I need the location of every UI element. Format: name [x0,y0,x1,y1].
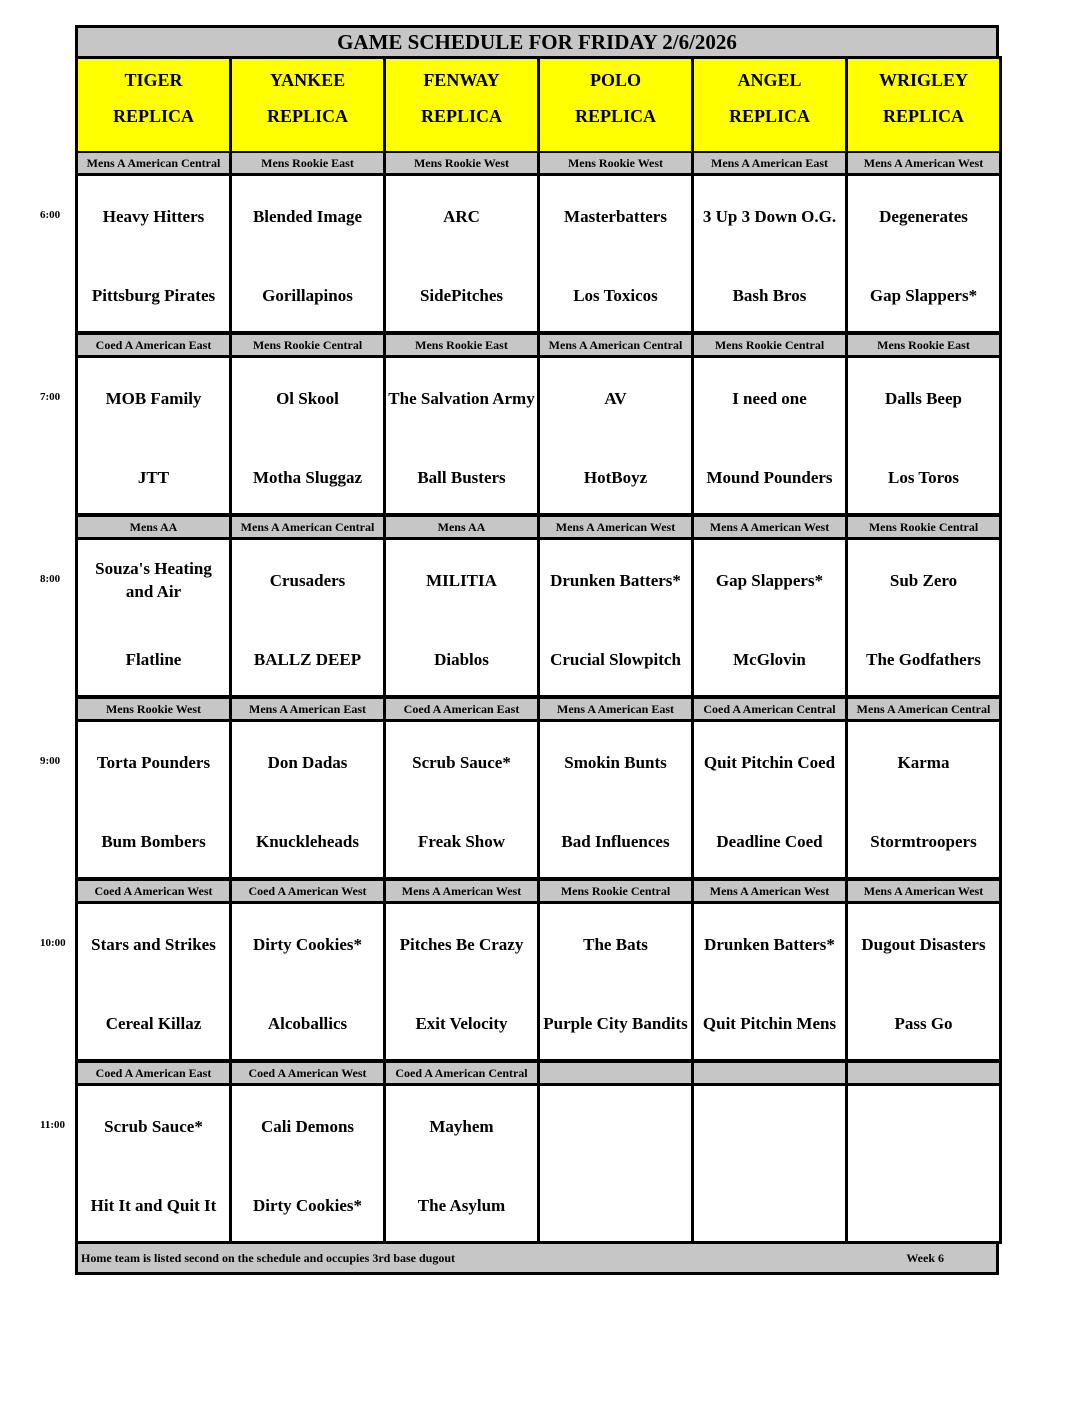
game-cell [691,719,848,880]
away-team: Dirty Cookies* [252,934,363,954]
game-cell [691,1083,848,1244]
home-team: Dirty Cookies* [252,1195,363,1215]
game-cell [229,1083,386,1244]
game-cell [845,173,1002,334]
division-label: Mens A American West [691,879,848,903]
game-cell [537,1083,694,1244]
game-cell [229,719,386,880]
home-team: Crucial Slowpitch [550,649,681,669]
game-cell [229,901,386,1062]
game-cell [691,173,848,334]
game-cell [845,537,1002,698]
time-label: 10:00 [40,937,66,949]
division-label: Coed A American East [75,333,232,357]
home-team: Pass Go [894,1013,953,1033]
away-team: Sub Zero [889,570,958,590]
field-subtitle: REPLICA [728,106,810,126]
away-team: Scrub Sauce* [412,752,511,772]
home-team: The Godfathers [866,649,981,669]
away-team: Blended Image [252,206,363,226]
game-cell [383,901,540,1062]
division-label: Coed A American East [383,697,540,721]
home-team: Gorillapinos [262,285,353,305]
field-name: FENWAY [423,70,500,90]
game-cell [75,1083,232,1244]
away-team: Pitches Be Crazy [399,934,524,954]
home-team: The Asylum [417,1195,506,1215]
time-label: 9:00 [40,755,61,767]
division-label: Mens A American West [691,515,848,539]
division-label: Mens A American West [537,515,694,539]
division-label: Coed A American Central [691,697,848,721]
away-team: Dalls Beep [885,388,962,408]
field-subtitle: REPLICA [574,106,656,126]
home-team: Pittsburg Pirates [91,285,216,305]
game-cell [537,173,694,334]
home-team: Bad Influences [561,831,670,851]
home-team: Motha Sluggaz [252,467,363,487]
home-team: HotBoyz [583,467,648,487]
time-label: 8:00 [40,573,61,585]
away-team: The Bats [583,934,648,954]
game-cell [691,901,848,1062]
game-cell [75,719,232,880]
game-cell [75,537,232,698]
home-team [540,1170,691,1240]
game-cell [691,355,848,516]
away-team: Karma [897,752,950,772]
page-title: GAME SCHEDULE FOR FRIDAY 2/6/2026 [75,25,999,59]
division-label: Coed A American East [75,1061,232,1085]
division-label: Mens A American West [383,879,540,903]
game-cell [75,901,232,1062]
away-team: I need one [732,388,807,408]
home-team: Gap Slappers* [869,285,978,305]
game-cell [691,537,848,698]
division-label: Mens A American East [691,151,848,175]
division-label: Mens Rookie East [229,151,386,175]
division-label: Mens Rookie Central [229,333,386,357]
division-label: Mens Rookie West [537,151,694,175]
away-team: Cali Demons [260,1116,355,1136]
field-subtitle: REPLICA [266,106,348,126]
game-cell [537,355,694,516]
away-team: MOB Family [105,388,202,408]
division-label: Mens A American Central [537,333,694,357]
division-label: Coed A American West [229,1061,386,1085]
away-team: 3 Up 3 Down O.G. [702,206,837,226]
away-team: Degenerates [879,206,968,226]
away-team: Torta Pounders [96,752,211,772]
away-team: Don Dadas [267,752,348,772]
game-cell [383,1083,540,1244]
game-cell [845,1083,1002,1244]
division-label: Mens Rookie Central [845,515,1002,539]
home-team: Knuckleheads [256,831,359,851]
home-team: Alcoballics [267,1013,348,1033]
time-label: 7:00 [40,391,61,403]
away-team: Souza's Heating and Air [95,559,212,601]
time-label: 11:00 [40,1119,66,1131]
division-label: Coed A American West [75,879,232,903]
away-team: Smokin Bunts [564,752,667,772]
division-label: Coed A American Central [383,1061,540,1085]
division-label: Mens AA [75,515,232,539]
game-cell [383,355,540,516]
field-subtitle: REPLICA [112,106,194,126]
away-team: Drunken Batters* [704,934,835,954]
division-label: Mens A American West [845,879,1002,903]
week-label: Week 6 [906,1250,944,1265]
field-name: TIGER [124,70,183,90]
game-cell [75,173,232,334]
division-label: Mens A American East [537,697,694,721]
game-cell [229,173,386,334]
home-team: Flatline [125,649,182,669]
home-team: Bum Bombers [101,831,206,851]
game-cell [229,355,386,516]
division-label: Mens A American Central [75,151,232,175]
footer-bar [75,1241,999,1275]
field-name: ANGEL [737,70,802,90]
home-team: Purple City Bandits [543,1013,688,1033]
game-cell [537,537,694,698]
division-label: Mens A American East [229,697,386,721]
game-cell [537,719,694,880]
away-team: ARC [443,206,480,226]
field-subtitle: REPLICA [882,106,964,126]
game-cell [845,719,1002,880]
division-label: Mens Rookie East [845,333,1002,357]
away-team: Scrub Sauce* [104,1116,203,1136]
home-team: Diablos [434,649,489,669]
home-team: Quit Pitchin Mens [702,1013,837,1033]
home-team: Ball Busters [417,467,506,487]
division-label: Mens AA [383,515,540,539]
game-cell [383,537,540,698]
home-team: Deadline Coed [716,831,823,851]
home-team: McGlovin [733,649,806,669]
division-label: Mens Rookie West [383,151,540,175]
division-label: Mens Rookie East [383,333,540,357]
home-team: Cereal Killaz [105,1013,202,1033]
field-name: YANKEE [269,70,346,90]
away-team [694,1091,845,1161]
game-cell [229,537,386,698]
away-team: The Salvation Army [388,388,535,408]
away-team: Ol Skool [276,388,339,408]
field-name: WRIGLEY [878,70,968,90]
time-label: 6:00 [40,209,61,221]
game-cell [383,719,540,880]
division-label: Mens A American Central [845,697,1002,721]
division-label: Mens A American West [845,151,1002,175]
field-name: POLO [589,70,641,90]
game-cell [845,901,1002,1062]
home-team: Exit Velocity [415,1013,508,1033]
away-team: AV [604,388,627,408]
home-team: Mound Pounders [706,467,833,487]
division-label [537,1061,694,1085]
away-team: Crusaders [269,570,346,590]
home-team [848,1170,999,1240]
away-team: MILITIA [426,570,497,590]
away-team: Stars and Strikes [91,934,216,954]
away-team: Masterbatters [564,206,667,226]
division-label: Mens Rookie Central [537,879,694,903]
game-cell [845,355,1002,516]
footer-note: Home team is listed second on the schedule and occupies 3rd base dugout [81,1250,456,1265]
away-team: Dugout Disasters [861,934,986,954]
home-team: Los Toros [887,467,960,487]
away-team: Drunken Batters* [550,570,681,590]
schedule-table [75,25,999,1275]
home-team: SidePitches [419,285,504,305]
away-team [540,1091,691,1161]
away-team: Gap Slappers* [715,570,824,590]
home-team: Freak Show [417,831,506,851]
home-team: Hit It and Quit It [90,1195,217,1215]
field-subtitle: REPLICA [420,106,502,126]
home-team: JTT [137,467,170,487]
home-team: Los Toxicos [573,285,658,305]
away-team: Quit Pitchin Coed [703,752,836,772]
division-label: Mens A American Central [229,515,386,539]
game-cell [537,901,694,1062]
home-team [694,1170,845,1240]
away-team: Mayhem [429,1116,494,1136]
away-team [848,1091,999,1161]
home-team: BALLZ DEEP [253,649,362,669]
away-team: Heavy Hitters [102,206,205,226]
division-label: Mens Rookie Central [691,333,848,357]
division-label [845,1061,1002,1085]
game-cell [75,355,232,516]
home-team: Stormtroopers [870,831,977,851]
home-team: Bash Bros [732,285,807,305]
division-label [691,1061,848,1085]
game-cell [383,173,540,334]
division-label: Mens Rookie West [75,697,232,721]
division-label: Coed A American West [229,879,386,903]
